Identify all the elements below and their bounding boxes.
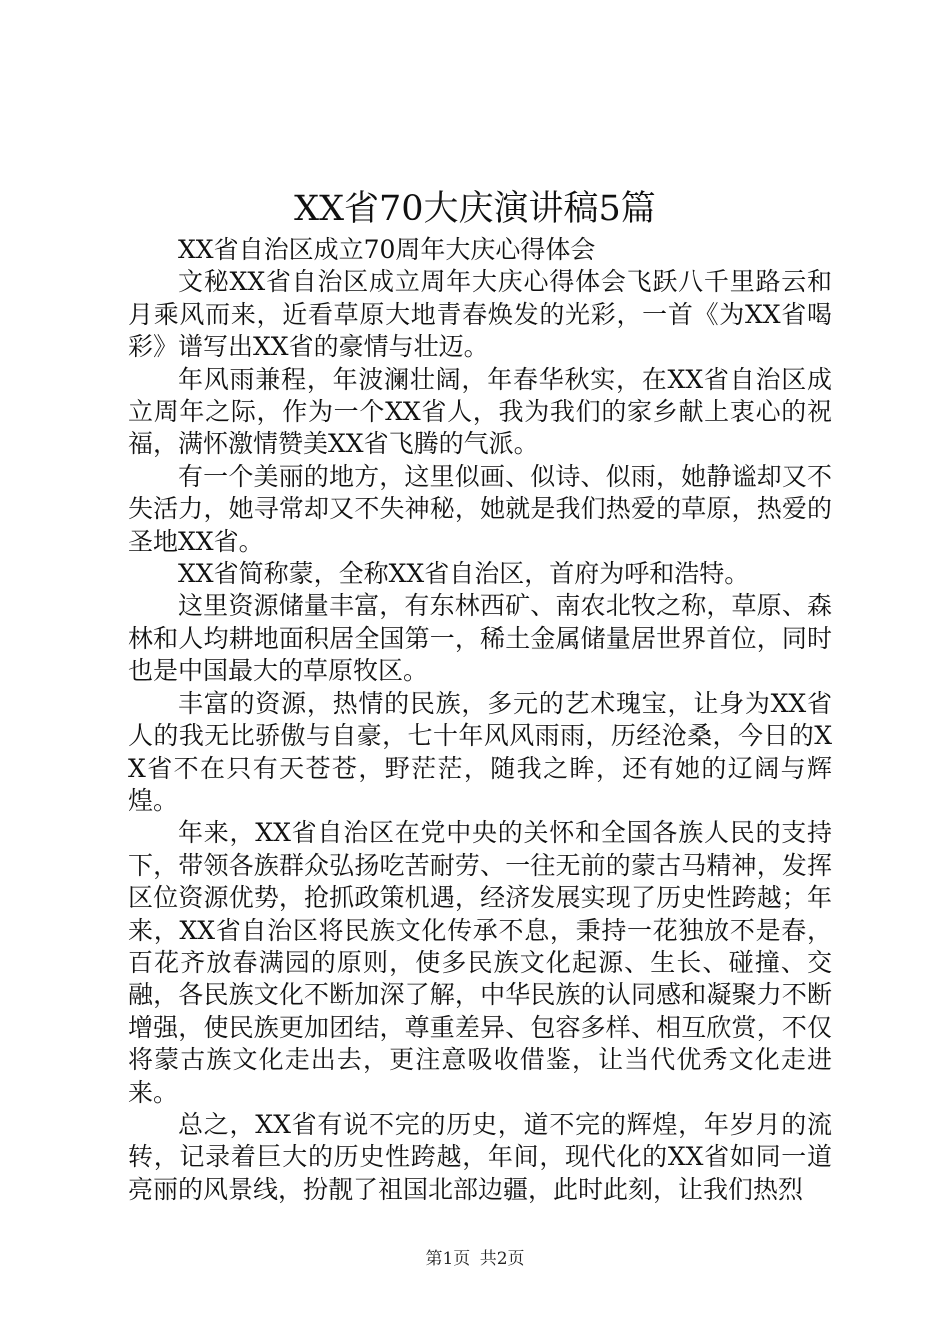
- paragraph: 有一个美丽的地方，这里似画、似诗、似雨，她静谧却又不失活力，她寻常却又不失神秘，她就是我们热爱的草原，热爱的圣地XX省。: [128, 461, 832, 556]
- paragraph: 年来，XX省自治区在党中央的关怀和全国各族人民的支持下，带领各族群众弘扬吃苦耐劳、一往无前的蒙古马精神，发挥区位资源优势，抢抓政策机遇，经济发展实现了历史性跨越；年来，XX省自治区将民族文化传承不息，秉持一花独放不是春，百花齐放春满园的原则，使多民族文化起源、生长、碰撞、交融，各民族文化不断加深了解，中华民族的认同感和凝聚力不断增强，使民族更加团结，尊重差异、包容多样、相互欣赏，不仅将蒙古族文化走出去，更注意吸收借鉴，让当代优秀文化走进来。: [128, 818, 832, 1107]
- document-title: XX省70大庆演讲稿5篇: [294, 189, 656, 229]
- page-total: 共2页: [479, 1249, 525, 1269]
- page-number: 第1页: [425, 1249, 471, 1269]
- paragraph: 这里资源储量丰富，有东林西矿、南农北牧之称，草原、森林和人均耕地面积居全国第一，稀土金属储量居世界首位，同时也是中国最大的草原牧区。: [128, 591, 832, 686]
- paragraph: 年风雨兼程，年波澜壮阔，年春华秋实，在XX省自治区成立周年之际，作为一个XX省人，我为我们的家乡献上衷心的祝福，满怀激情赞美XX省飞腾的气派。: [128, 364, 832, 459]
- paragraph: XX省简称蒙，全称XX省自治区，首府为呼和浩特。: [178, 559, 750, 589]
- paragraph: 总之，XX省有说不完的历史，道不完的辉煌，年岁月的流转，记录着巨大的历史性跨越，年间，现代化的XX省如同一道亮丽的风景线，扮靓了祖国北部边疆，此时此刻，让我们热烈: [128, 1109, 832, 1204]
- page-footer: [0, 1248, 950, 1270]
- paragraph: 文秘XX省自治区成立周年大庆心得体会飞跃八千里路云和月乘风而来，近看草原大地青春焕发的光彩，一首《为XX省喝彩》谱写出XX省的豪情与壮迈。: [128, 267, 832, 362]
- paragraph: XX省自治区成立70周年大庆心得体会: [178, 235, 596, 264]
- document-body: [128, 234, 832, 1206]
- paragraph: 丰富的资源，热情的民族，多元的艺术瑰宝，让身为XX省人的我无比骄傲与自豪，七十年风风雨雨，历经沧桑，今日的XX省不在只有天苍苍，野茫茫，随我之眸，还有她的辽阔与辉煌。: [128, 688, 832, 815]
